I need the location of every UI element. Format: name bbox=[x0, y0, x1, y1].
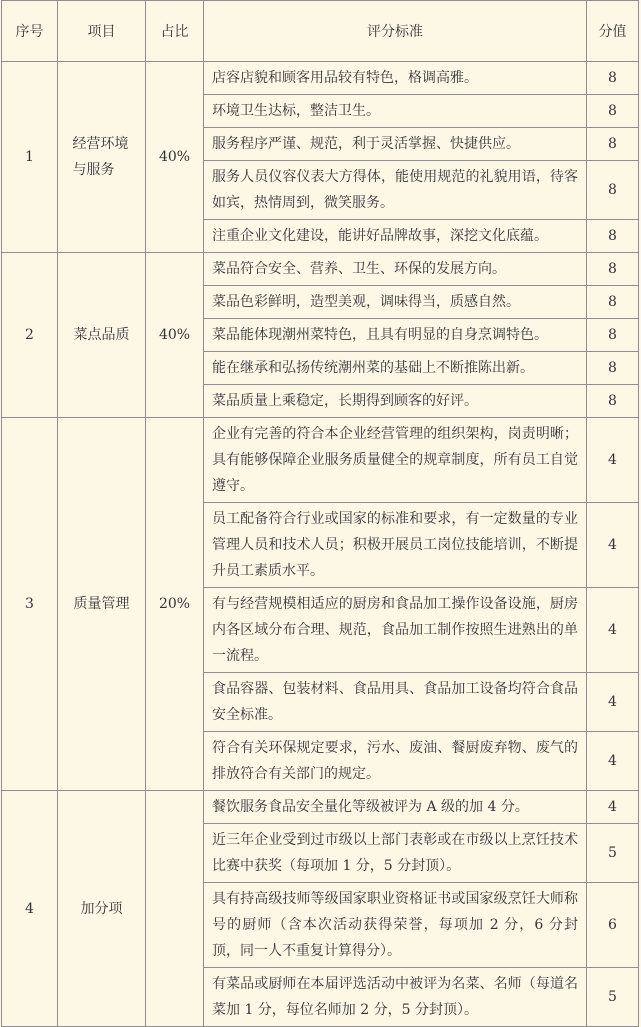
section-ratio: 20% bbox=[146, 418, 204, 791]
score-value: 4 bbox=[587, 418, 639, 503]
header-row bbox=[2, 1, 639, 62]
table-row bbox=[2, 253, 639, 286]
criteria-text: 能在继承和弘扬传统潮州菜的基础上不断推陈出新。 bbox=[204, 352, 587, 385]
score-value: 5 bbox=[587, 824, 639, 883]
score-value: 8 bbox=[587, 95, 639, 128]
criteria-text: 服务人员仪容仪表大方得体，能使用规范的礼貌用语，待客如宾，热情周到，微笑服务。 bbox=[204, 161, 587, 220]
score-value: 8 bbox=[587, 128, 639, 161]
score-value: 8 bbox=[587, 220, 639, 253]
criteria-text: 环境卫生达标，整洁卫生。 bbox=[204, 95, 587, 128]
section-item bbox=[58, 62, 146, 253]
section-item-label: 加分项 bbox=[80, 900, 123, 917]
criteria-text: 员工配备符合行业或国家的标准和要求，有一定数量的专业管理人员和技术人员；积极开展员工岗位技能培训，不断提升员工素质水平。 bbox=[204, 503, 587, 588]
criteria-text: 菜品色彩鲜明，造型美观，调味得当，质感自然。 bbox=[204, 286, 587, 319]
table-row bbox=[2, 418, 639, 503]
criteria-text: 有与经营规模相适应的厨房和食品加工操作设备设施，厨房内各区域分布合理、规范，食品加工制作按照生进熟出的单一流程。 bbox=[204, 588, 587, 673]
criteria-text: 具有持高级技师等级国家职业资格证书或国家级烹饪大师称号的厨师（含本次活动获得荣誉，每项加 2 分，6 分封顶，同一人不重复计算得分）。 bbox=[204, 883, 587, 968]
criteria-text: 餐饮服务食品安全量化等级被评为 A 级的加 4 分。 bbox=[204, 791, 587, 824]
section-item bbox=[58, 791, 146, 1027]
criteria-text: 菜品质量上乘稳定，长期得到顾客的好评。 bbox=[204, 385, 587, 418]
score-value: 8 bbox=[587, 319, 639, 352]
header-item: 项目 bbox=[58, 1, 146, 62]
section-item-label: 菜点品质 bbox=[73, 327, 130, 343]
score-value: 5 bbox=[587, 968, 639, 1027]
score-value: 8 bbox=[587, 62, 639, 95]
criteria-text: 符合有关环保规定要求，污水、废油、餐厨废弃物、废气的排放符合有关部门的规定。 bbox=[204, 732, 587, 791]
criteria-text: 店容店貌和顾客用品较有特色，格调高雅。 bbox=[204, 62, 587, 95]
score-value: 8 bbox=[587, 352, 639, 385]
header-criteria: 评分标准 bbox=[204, 1, 587, 62]
section-ratio: 40% bbox=[146, 62, 204, 253]
header-no: 序号 bbox=[2, 1, 58, 62]
score-value: 6 bbox=[587, 883, 639, 968]
section-item-label: 质量管理 bbox=[73, 596, 130, 612]
criteria-text: 注重企业文化建设，能讲好品牌故事，深挖文化底蕴。 bbox=[204, 220, 587, 253]
section-item bbox=[58, 253, 146, 418]
criteria-text: 菜品符合安全、营养、卫生、环保的发展方向。 bbox=[204, 253, 587, 286]
score-value: 4 bbox=[587, 673, 639, 732]
score-value: 4 bbox=[587, 588, 639, 673]
section-number: 3 bbox=[2, 418, 58, 791]
criteria-text: 企业有完善的符合本企业经营管理的组织架构，岗责明晰；具有能够保障企业服务质量健全的规章制度，所有员工自觉遵守。 bbox=[204, 418, 587, 503]
score-value: 8 bbox=[587, 253, 639, 286]
criteria-text: 有菜品或厨师在本届评选活动中被评为名菜、名师（每道名菜加 1 分，每位名师加 2 分，5 分封顶）。 bbox=[204, 968, 587, 1027]
section-item-label: 经营环境与服务 bbox=[72, 136, 129, 178]
section-number: 1 bbox=[2, 62, 58, 253]
section-number: 2 bbox=[2, 253, 58, 418]
header-ratio: 占比 bbox=[146, 1, 204, 62]
criteria-text: 菜品能体现潮州菜特色，且具有明显的自身烹调特色。 bbox=[204, 319, 587, 352]
score-value: 8 bbox=[587, 286, 639, 319]
scoring-table bbox=[1, 0, 639, 1027]
criteria-text: 近三年企业受到过市级以上部门表彰或在市级以上烹饪技术比赛中获奖（每项加 1 分，5 分封顶）。 bbox=[204, 824, 587, 883]
score-value: 4 bbox=[587, 503, 639, 588]
score-value: 4 bbox=[587, 791, 639, 824]
criteria-text: 食品容器、包装材料、食品用具、食品加工设备均符合食品安全标准。 bbox=[204, 673, 587, 732]
score-value: 8 bbox=[587, 161, 639, 220]
header-score: 分值 bbox=[587, 1, 639, 62]
section-number: 4 bbox=[2, 791, 58, 1027]
table-row bbox=[2, 62, 639, 95]
table-row bbox=[2, 791, 639, 824]
table-body bbox=[2, 62, 639, 1027]
section-item bbox=[58, 418, 146, 791]
criteria-text: 服务程序严谨、规范，利于灵活掌握、快捷供应。 bbox=[204, 128, 587, 161]
section-ratio: 40% bbox=[146, 253, 204, 418]
section-ratio bbox=[146, 791, 204, 1027]
score-value: 8 bbox=[587, 385, 639, 418]
score-value: 4 bbox=[587, 732, 639, 791]
